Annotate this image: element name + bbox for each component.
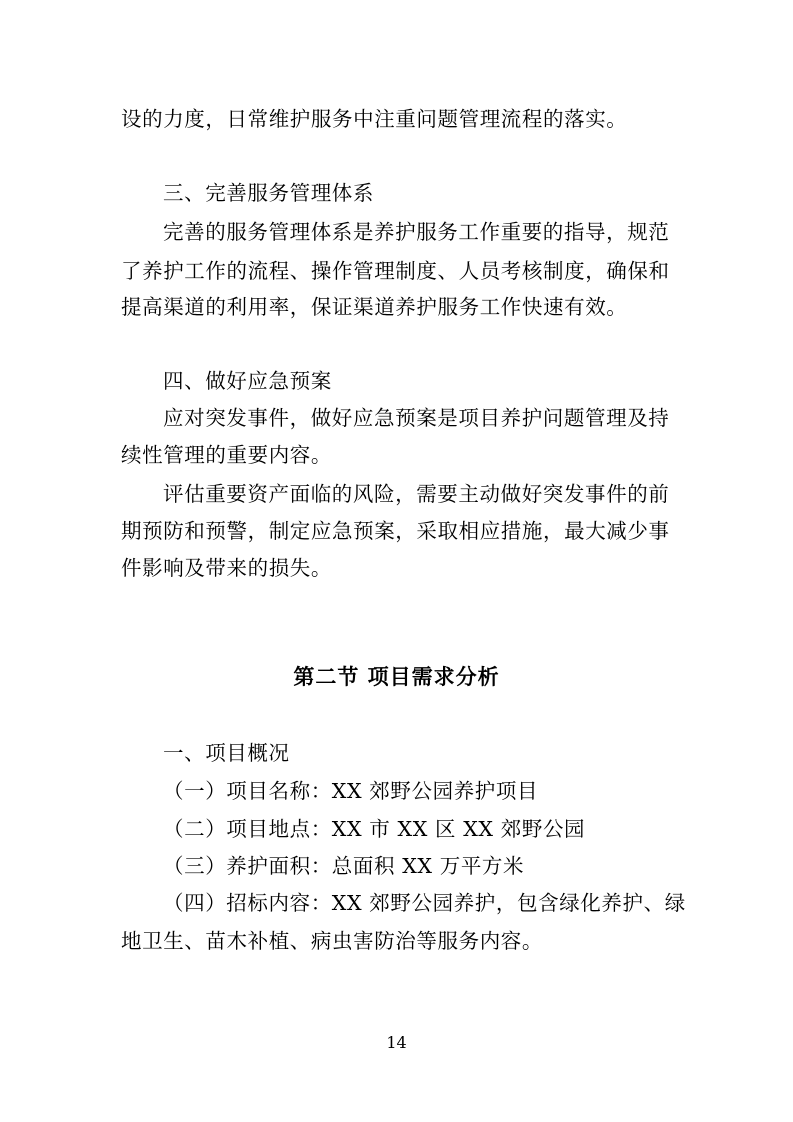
subsection-heading: 一、项目概况 <box>163 741 290 765</box>
body-text-line: 设的力度，日常维护服务中注重问题管理流程的落实。 <box>121 107 628 131</box>
list-item: （一）项目名称：XX 郊野公园养护项目 <box>163 779 539 803</box>
page-number: 14 <box>386 1033 407 1052</box>
body-text-line: 提高渠道的利用率，保证渠道养护服务工作快速有效。 <box>121 295 628 319</box>
body-text-line: 了养护工作的流程、操作管理制度、人员考核制度，确保和 <box>121 259 670 283</box>
section-heading: 第二节 项目需求分析 <box>293 665 500 689</box>
body-text-line: 评估重要资产面临的风险，需要主动做好突发事件的前 <box>163 482 670 506</box>
list-item: （二）项目地点：XX 市 XX 区 XX 郊野公园 <box>163 817 586 841</box>
body-text-line: 件影响及带来的损失。 <box>121 556 332 580</box>
body-text-line: 期预防和预警，制定应急预案，采取相应措施，最大减少事 <box>121 519 670 543</box>
body-text-line: 完善的服务管理体系是养护服务工作重要的指导，规范 <box>163 220 670 244</box>
list-item: （三）养护面积：总面积 XX 万平方米 <box>163 854 525 878</box>
subsection-heading: 三、完善服务管理体系 <box>163 181 374 205</box>
body-text-line: 应对突发事件，做好应急预案是项目养护问题管理及持 <box>163 406 670 430</box>
body-text-line: 续性管理的重要内容。 <box>121 443 332 467</box>
list-item: （四）招标内容：XX 郊野公园养护，包含绿化养护、绿 <box>163 891 686 915</box>
subsection-heading: 四、做好应急预案 <box>163 369 332 393</box>
list-item: 地卫生、苗木补植、病虫害防治等服务内容。 <box>121 929 543 953</box>
